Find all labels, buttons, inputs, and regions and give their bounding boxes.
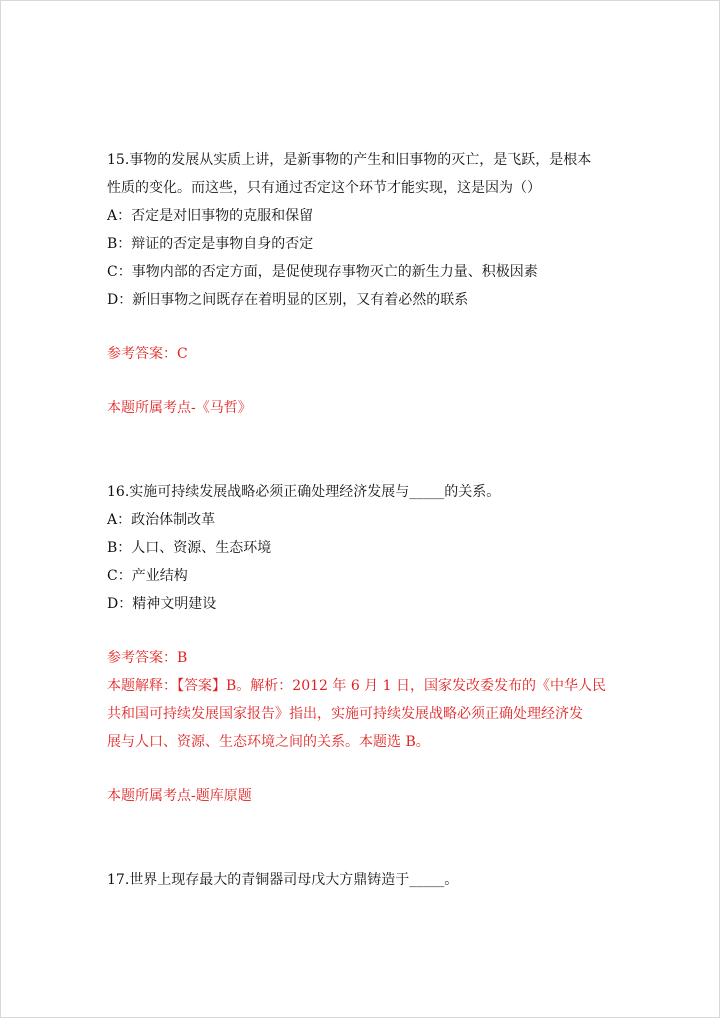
question-16-option-b: B：人口、资源、生态环境 [107, 540, 272, 556]
question-15-stem-line-1: 15.事物的发展从实质上讲，是新事物的产生和旧事物的灭亡，是飞跃，是根本 [107, 152, 592, 168]
question-16-option-a: A：政治体制改革 [107, 512, 216, 528]
question-16-option-d: D：精神文明建设 [107, 596, 217, 612]
question-15-option-c: C：事物内部的否定方面，是促使现存事物灭亡的新生力量、积极因素 [107, 264, 538, 280]
question-17 [107, 866, 619, 894]
question-16-option-c: C：产业结构 [107, 568, 188, 584]
question-15-option-a: A：否定是对旧事物的克服和保留 [107, 208, 314, 224]
question-17-stem-line-1: 17.世界上现存最大的青铜器司母戊大方鼎铸造于_____。 [107, 872, 459, 888]
question-15-topic: 本题所属考点-《马哲》 [107, 400, 252, 416]
question-16-explanation-line-1: 本题解释：【答案】B。解析：2012 年 6 月 1 日，国家发改委发布的《中华人民 [107, 678, 606, 694]
question-16-explanation-line-2: 共和国可持续发展国家报告》指出，实施可持续发展战略必须正确处理经济发 [107, 706, 583, 722]
question-16 [107, 478, 619, 810]
question-15-answer: 参考答案：C [107, 346, 188, 362]
question-15-stem-line-2: 性质的变化。而这些，只有通过否定这个环节才能实现，这是因为（） [107, 180, 541, 196]
question-15-option-d: D：新旧事物之间既存在着明显的区别，又有着必然的联系 [107, 292, 469, 308]
question-16-topic: 本题所属考点-题库原题 [107, 788, 252, 804]
document-body [107, 146, 619, 894]
question-16-explanation-line-3: 展与人口、资源、生态环境之间的关系。本题选 B。 [107, 734, 430, 750]
question-16-answer: 参考答案：B [107, 650, 188, 666]
question-16-stem-line-1: 16.实施可持续发展战略必须正确处理经济发展与_____的关系。 [107, 484, 501, 500]
question-15-option-b: B：辩证的否定是事物自身的否定 [107, 236, 314, 252]
question-15 [107, 146, 619, 422]
